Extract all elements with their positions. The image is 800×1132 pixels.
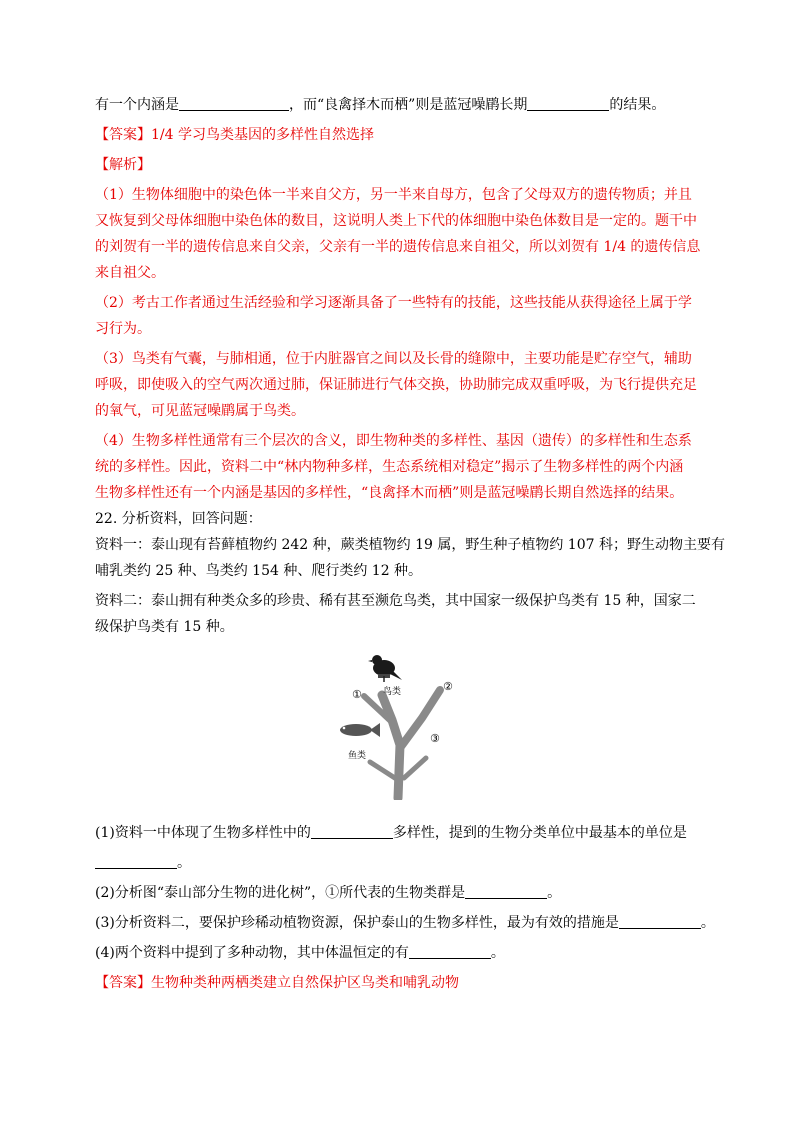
text-line: （4）生物多样性通常有三个层次的含义，即生物种类的多样性、基因（遗传）的多样性和生态系 — [95, 433, 692, 449]
fish-icon — [340, 723, 380, 737]
text-line: （2）考古工作者通过生活经验和学习逐渐具备了一些特有的技能，这些技能从获得途径上属于学 — [95, 295, 692, 311]
question-22-heading: 22. 分析资料，回答问题： — [95, 511, 262, 527]
analysis-para-3 — [95, 346, 715, 424]
text-line: （3）鸟类有气囊，与肺相通，位于内脏器官之间以及长骨的缝隙中，主要功能是贮存空气，辅助 — [95, 351, 692, 367]
question-4 — [95, 938, 715, 968]
answer-2: 【答案】生物种类种两栖类建立自然保护区鸟类和哺乳动物 — [95, 975, 459, 991]
q1-text-c: 。 — [177, 855, 191, 871]
blank-q1-2 — [95, 853, 177, 869]
top-text-2: ，而“良禽择木而栖”则是蓝冠噪鹛长期 — [289, 97, 528, 113]
blank-q4 — [409, 943, 491, 959]
question-3 — [95, 908, 715, 938]
q1-text-a: (1)资料一中体现了生物多样性中的 — [95, 825, 311, 841]
question-1-cont — [95, 848, 715, 878]
text-line: 级保护鸟类有 15 种。 — [95, 619, 234, 635]
text-line: 习行为。 — [95, 321, 151, 337]
text-line: 的刘贺有一半的遗传信息来自父亲，父亲有一半的遗传信息来自祖父，所以刘贺有 1/4 的遗传信息 — [95, 239, 701, 255]
analysis-para-2 — [95, 290, 715, 342]
tree-branch-fish — [370, 762, 398, 780]
q3-text-b: 。 — [700, 915, 715, 931]
material-1 — [95, 532, 725, 584]
document-page — [95, 92, 725, 998]
text-line: 资料一：泰山现有苔藓植物约 242 种，蕨类植物约 19 属，野生种子植物约 107 科；野生动物主要有 — [95, 537, 725, 553]
blank-q1-1 — [311, 823, 393, 839]
q2-text-b: 。 — [547, 885, 562, 901]
q4-text-a: (4)两个资料中提到了多种动物，其中体温恒定的有 — [95, 945, 409, 961]
q3-text-a: (3)分析资料二，要保护珍稀动植物资源，保护泰山的生物多样性，最为有效的措施是 — [95, 915, 619, 931]
text-line: 又恢复到父母体细胞中染色体的数目，这说明人类上下代的体细胞中染色体数目是一定的。题干中 — [95, 213, 697, 229]
q1-text-b: 多样性，提到的生物分类单位中最基本的单位是 — [392, 825, 687, 841]
top-text-1: 有一个内涵是 — [95, 97, 179, 113]
top-line — [95, 92, 715, 118]
question-2 — [95, 878, 715, 908]
text-line: 呼吸，即使吸入的空气两次通过肺，保证肺进行气体交换，协助肺完成双重呼吸，为飞行提供充足 — [95, 377, 697, 393]
text-line: 生物多样性还有一个内涵是基因的多样性，“良禽择木而栖”则是蓝冠噪鹛长期自然选择的结果。 — [95, 485, 684, 501]
text-line: （1）生物体细胞中的染色体一半来自父方，另一半来自母方，包含了父母双方的遗传物质；并且 — [95, 187, 692, 203]
q2-text-a: (2)分析图“泰山部分生物的进化树”，①所代表的生物类群是 — [95, 885, 466, 901]
analysis-para-4 — [95, 428, 715, 506]
tree-branch-low — [404, 758, 426, 778]
bird-label: 鸟类 — [383, 687, 402, 697]
answer-1: 【答案】1/4 学习鸟类基因的多样性自然选择 — [95, 127, 374, 143]
analysis-para-1 — [95, 182, 715, 286]
material-2 — [95, 588, 715, 640]
q4-text-b: 。 — [490, 945, 505, 961]
marker-3: ③ — [430, 732, 440, 745]
marker-2: ② — [443, 680, 453, 693]
fish-label: 鱼类 — [348, 751, 367, 761]
analysis-heading: 【解析】 — [95, 157, 151, 173]
text-line: 来自祖父。 — [95, 265, 165, 281]
text-line: 哺乳类约 25 种、鸟类约 154 种、爬行类约 12 种。 — [95, 563, 423, 579]
question-1 — [95, 818, 715, 848]
text-line: 统的多样性。因此，资料二中“林内物种多样，生态系统相对稳定”揭示了生物多样性的两个内涵 — [95, 459, 684, 475]
bird-icon — [368, 655, 402, 682]
text-line: 的氧气，可见蓝冠噪鹛属于鸟类。 — [95, 403, 305, 419]
text-line: 资料二：泰山拥有种类众多的珍贵、稀有甚至濒危鸟类，其中国家一级保护鸟类有 15 种，国家二 — [95, 593, 696, 609]
blank-q3 — [619, 913, 701, 929]
evolution-tree-figure — [0, 650, 800, 800]
blank-q2 — [465, 883, 547, 899]
evolution-tree-illustration — [330, 650, 470, 800]
marker-1: ① — [352, 688, 362, 701]
blank-top-1 — [179, 95, 289, 111]
blank-top-2 — [527, 95, 609, 111]
top-text-3: 的结果。 — [609, 97, 666, 113]
